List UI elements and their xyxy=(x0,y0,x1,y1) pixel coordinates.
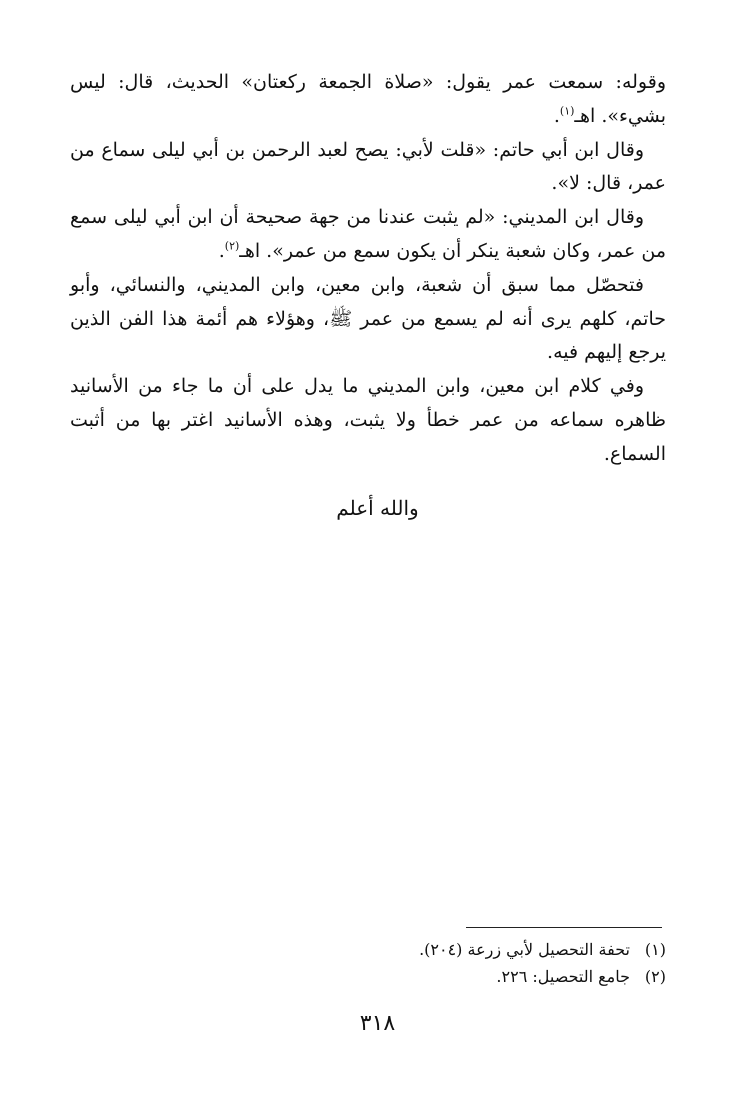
footnote-divider xyxy=(466,927,662,928)
footnotes xyxy=(200,936,666,990)
paragraph-1-text: وقوله: سمعت عمر يقول: «صلاة الجمعة ركعتان» الحديث، قال: ليس بشيء». اهـ xyxy=(70,71,666,127)
paragraph-4 xyxy=(70,269,666,370)
paragraph-1 xyxy=(70,66,666,134)
closing-phrase: والله أعلم xyxy=(336,496,419,520)
footnote-1-text: تحفة التحصيل لأبي زرعة (٢٠٤). xyxy=(419,940,630,959)
paragraph-1-tail: . xyxy=(553,104,560,127)
page-number: ٣١٨ xyxy=(359,1011,396,1036)
paragraph-2 xyxy=(70,134,666,202)
footnote-1 xyxy=(200,936,666,963)
paragraph-4-text: فتحصّل مما سبق أن شعبة، وابن معين، وابن المديني، والنسائي، وأبو حاتم، كلهم يرى أنه لم يسمع من عمر ﷺ، وهؤلاء هم أئمة هذا الفن الذين يرجع إليهم فيه. xyxy=(70,273,666,364)
paragraph-2-text: وقال ابن أبي حاتم: «قلت لأبي: يصح لعبد الرحمن بن أبي ليلى سماع من عمر، قال: لا». xyxy=(70,138,666,195)
main-text xyxy=(70,66,666,472)
paragraph-3-text: وقال ابن المديني: «لم يثبت عندنا من جهة صحيحة أن ابن أبي ليلى سمع من عمر، وكان شعبة ينكر أن يكون سمع من عمر». اهـ xyxy=(70,206,666,262)
paragraph-5-text: وفي كلام ابن معين، وابن المديني ما يدل على أن ما جاء من الأسانيد ظاهره سماعه من عمر خطأ ولا يثبت، وهذه الأسانيد اغتر بها من أثبت السماع. xyxy=(70,375,666,465)
footnote-1-number: (١) xyxy=(644,940,666,959)
paragraph-3-tail: . xyxy=(218,239,225,262)
footnote-ref-1: (١) xyxy=(559,104,575,118)
footnote-2 xyxy=(200,963,666,990)
paragraph-3 xyxy=(70,201,666,269)
footnote-2-number: (٢) xyxy=(644,967,666,986)
paragraph-5 xyxy=(70,370,666,471)
footnote-2-text: جامع التحصيل: ٢٢٦. xyxy=(496,967,630,986)
footnote-ref-2: (٢) xyxy=(224,239,240,253)
